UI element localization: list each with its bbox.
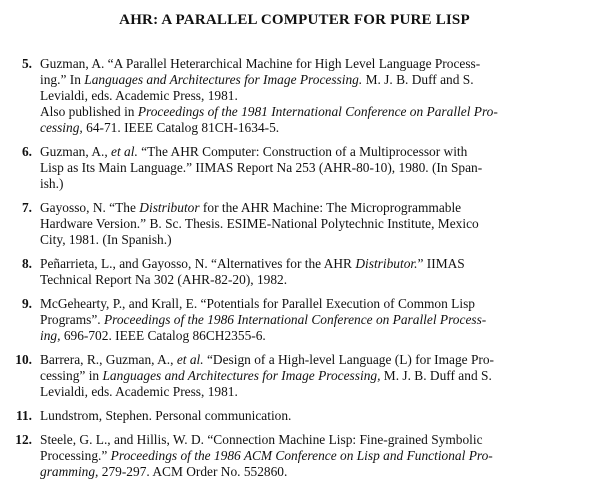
reference-line [40, 120, 576, 136]
reference-list [0, 56, 589, 488]
reference-number: 6. [21, 144, 32, 159]
reference-item [0, 200, 589, 248]
reference-line [40, 368, 576, 384]
reference-line [40, 200, 576, 216]
text-segment: 64-71. IEEE Catalog 81CH-1634-5. [82, 120, 280, 135]
text-segment: Levialdi, eds. Academic Press, 1981. [40, 88, 238, 103]
italic-text: Distributor [139, 200, 200, 215]
text-segment: ish.) [40, 176, 64, 191]
italic-text: Proceedings of the 1981 International Conference on Parallel Pro- [137, 104, 498, 119]
reference-line [40, 296, 576, 312]
text-segment: Steele, G. L., and Hillis, W. D. “Connection Machine Lisp: Fine-grained Symbolic [40, 432, 483, 447]
reference-item [0, 352, 589, 400]
text-segment: Programs”. [40, 312, 104, 327]
text-segment: Guzman, A., [40, 144, 112, 159]
reference-item [0, 144, 589, 192]
reference-line [40, 328, 576, 344]
text-segment: Guzman, A. “A Parallel Heterarchical Machine for High Level Language Process- [40, 56, 481, 71]
reference-line [40, 448, 576, 464]
reference-line [40, 176, 576, 192]
text-segment: Levialdi, eds. Academic Press, 1981. [40, 384, 238, 399]
text-segment: Peñarrieta, L., and Gayosso, N. “Alternatives for the AHR [40, 256, 356, 271]
reference-text [40, 296, 576, 344]
text-segment: 696-702. IEEE Catalog 86CH2355-6. [60, 328, 266, 343]
reference-number: 9. [21, 296, 32, 311]
reference-line [40, 232, 576, 248]
text-segment: “Design of a High-level Language (L) for Image Pro- [203, 352, 495, 367]
italic-text: cessing, [40, 120, 83, 135]
reference-line [40, 160, 576, 176]
reference-line [40, 256, 576, 272]
reference-number: 5. [21, 56, 32, 71]
text-segment: M. J. B. Duff and S. [362, 72, 474, 87]
reference-text [40, 56, 576, 136]
reference-line [40, 352, 576, 368]
italic-text: Proceedings of the 1986 ACM Conference on Lisp and Functional Pro- [110, 448, 493, 463]
italic-text: Distributor. [355, 256, 418, 271]
reference-line [40, 384, 576, 400]
reference-number: 8. [21, 256, 32, 271]
reference-line [40, 408, 576, 424]
text-segment: for the AHR Machine: The Microprogrammable [199, 200, 462, 215]
reference-line [40, 432, 576, 448]
reference-item [0, 432, 589, 480]
text-segment: “The AHR Computer: Construction of a Multiprocessor with [137, 144, 468, 159]
reference-line [40, 272, 576, 288]
reference-item [0, 296, 589, 344]
reference-text [40, 256, 576, 288]
reference-text [40, 408, 576, 424]
reference-line [40, 464, 576, 480]
reference-line [40, 56, 576, 72]
italic-text: Languages and Architectures for Image Processing, [102, 368, 381, 383]
italic-text: et al. [111, 144, 138, 159]
text-segment: Lisp as Its Main Language.” IIMAS Report Na 253 (AHR-80-10), 1980. (In Span- [40, 160, 483, 175]
reference-line [40, 88, 576, 104]
reference-line [40, 104, 576, 120]
reference-line [40, 144, 576, 160]
text-segment: Processing.” [40, 448, 111, 463]
text-segment: McGehearty, P., and Krall, E. “Potentials for Parallel Execution of Common Lisp [40, 296, 475, 311]
italic-text: gramming, [40, 464, 99, 479]
text-segment: 279-297. ACM Order No. 552860. [98, 464, 288, 479]
text-segment: Gayosso, N. “The [40, 200, 140, 215]
text-segment: ing.” In [40, 72, 85, 87]
reference-number: 7. [21, 200, 32, 215]
reference-text [40, 352, 576, 400]
text-segment: City, 1981. (In Spanish.) [40, 232, 172, 247]
reference-item [0, 256, 589, 288]
reference-text [40, 200, 576, 248]
reference-text [40, 432, 576, 480]
page-title: AHR: A PARALLEL COMPUTER FOR PURE LISP [119, 12, 470, 28]
reference-text [40, 144, 576, 192]
reference-line [40, 72, 576, 88]
text-segment: Hardware Version.” B. Sc. Thesis. ESIME-National Polytechnic Institute, Mexico [40, 216, 479, 231]
reference-line [40, 216, 576, 232]
reference-number: 11. [16, 408, 32, 423]
italic-text: et al. [176, 352, 204, 367]
text-segment: M. J. B. Duff and S. [380, 368, 492, 383]
italic-text: ing, [40, 328, 61, 343]
reference-number: 10. [15, 352, 32, 367]
text-segment: Technical Report Na 302 (AHR-82-20), 1982. [40, 272, 288, 287]
text-segment: cessing” in [40, 368, 103, 383]
italic-text: Proceedings of the 1986 International Conference on Parallel Process- [103, 312, 487, 327]
text-segment: Barrera, R., Guzman, A., [40, 352, 177, 367]
reference-item [0, 408, 589, 424]
reference-item [0, 56, 589, 136]
text-segment: Lundstrom, Stephen. Personal communication. [40, 408, 292, 423]
reference-line [40, 312, 576, 328]
text-segment: ” IIMAS [417, 256, 465, 271]
italic-text: Languages and Architectures for Image Processing. [84, 72, 363, 87]
text-segment: Also published in [40, 104, 138, 119]
reference-number: 12. [15, 432, 32, 447]
